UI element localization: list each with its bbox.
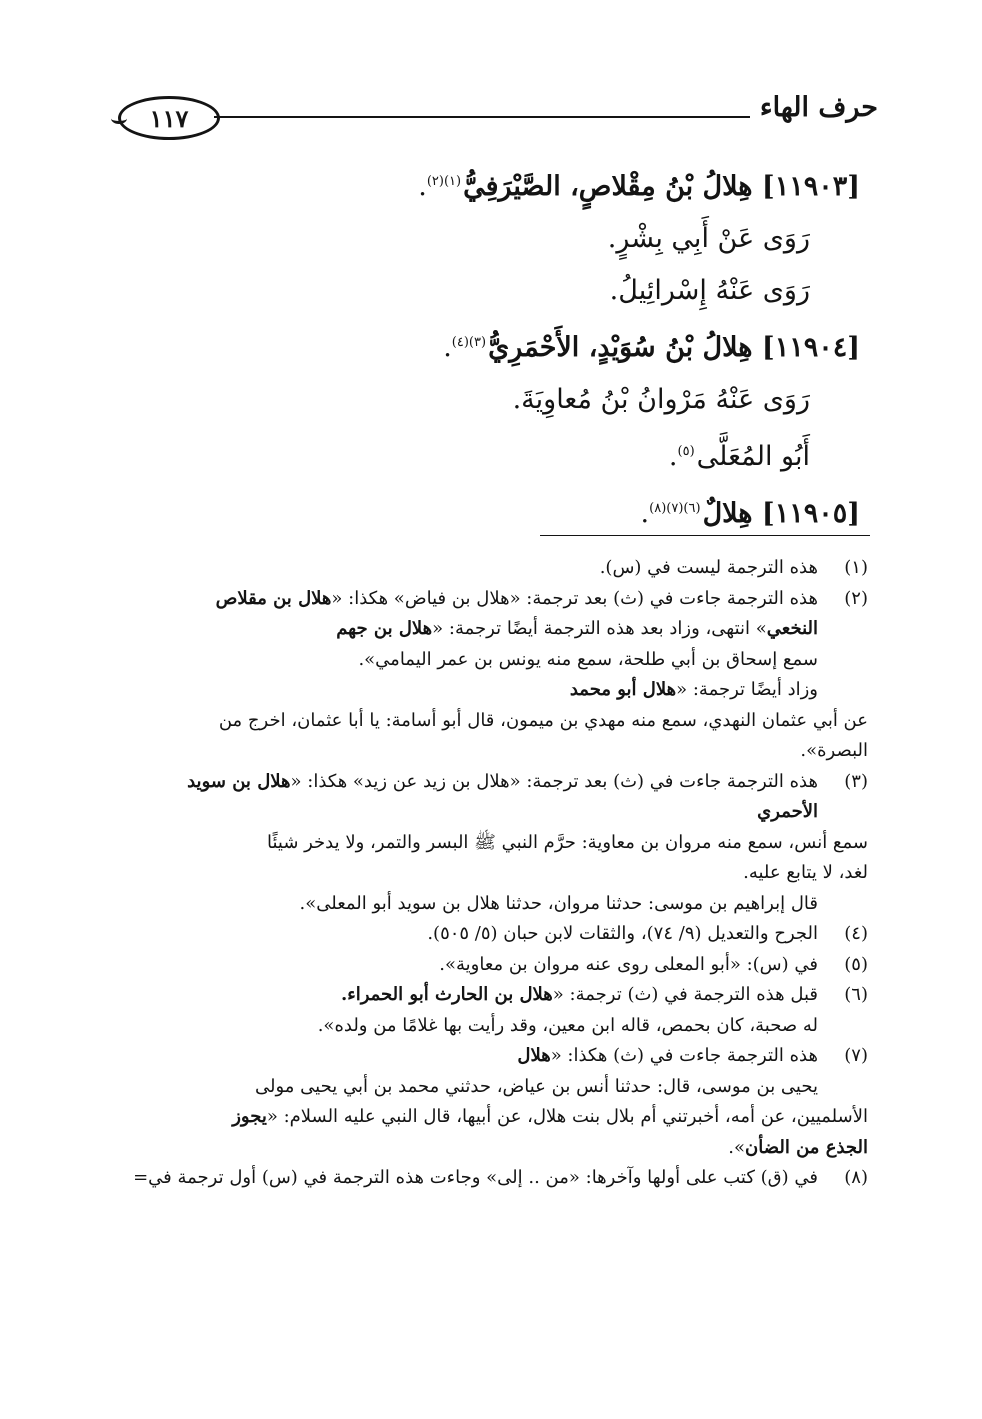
footnote-ref[interactable]: (٥) (677, 444, 695, 459)
footnote-text: في (س): «أبو المعلى روى عنه مروان بن معاوية». (439, 953, 818, 975)
footnote-continuation: يحيى بن موسى، قال: حدثنا أنس بن عياض، حدثني محمد بن أبي يحيى مولى (255, 1075, 818, 1097)
entry-title: [١١٩٠٣] هِلالُ بْنُ مِقْلاصٍ، الصَّيْرَفِيُّ (463, 171, 860, 202)
footnote-text (120, 1041, 818, 1072)
footnote-text: في (ق) كتب على أولها وآخرها: «من .. إلى» وجاءت هذه الترجمة في (س) أول ترجمة في= (133, 1167, 818, 1188)
footnote-ref[interactable]: (٦)(٧)(٨) (649, 501, 701, 516)
footnote-6 (120, 980, 868, 1041)
line-end: . (668, 441, 678, 472)
page-number: ١١٧ (118, 96, 220, 140)
entry-end: . (443, 332, 452, 363)
footnote-text: الجرح والتعديل (٩/ ٧٤)، والثقات لابن حبان (٥/ ٥٠٥). (427, 923, 818, 944)
footnote-5 (120, 950, 868, 981)
footnote-continuation: البصرة». (800, 740, 868, 761)
header-rule (214, 116, 750, 118)
entry-11903-heading (120, 156, 860, 213)
text-run: » انتهى، وزاد بعد هذه الترجمة أيضًا ترجمة: « (432, 618, 767, 639)
text-run: هذه الترجمة جاءت في (ث) بعد ترجمة: «هلال بن زيد عن زيد» هكذا: « (290, 770, 818, 792)
text-run: وزاد أيضًا ترجمة: « (676, 679, 818, 700)
bold-name: هلال (517, 1045, 551, 1066)
footnote-continuation: سمع إسحاق بن أبي طلحة، سمع منه يونس بن عمر اليمامي». (358, 648, 818, 670)
text-run: الأسلميين، عن أمه، أخبرتني أم بلال بنت هلال، عن أبيها، قال النبي عليه السلام: « (266, 1106, 868, 1127)
footnote-text (120, 584, 818, 615)
text-run: قبل هذه الترجمة في (ث) ترجمة: « (552, 984, 818, 1005)
footnote-continuation (120, 1102, 868, 1133)
narration-line: رَوَى عَنْهُ مَرْوانُ بْنُ مُعاوِيَةَ. (512, 384, 810, 415)
footnote-separator (540, 535, 870, 536)
bold-name: النخعي (766, 618, 818, 639)
footnote-continuation: قال إبراهيم بن موسى: حدثنا مروان، حدثنا هلال بن سويد أبو المعلى». (299, 892, 818, 914)
footnote-1 (120, 553, 868, 584)
footnote-4 (120, 919, 868, 950)
footnote-ref[interactable]: (١)(٢) (426, 174, 462, 189)
kunya-line (120, 426, 860, 483)
footnote-ref[interactable]: (٣)(٤) (451, 335, 487, 350)
footnote-text (120, 980, 818, 1011)
footnote-text: هذه الترجمة ليست في (س). (599, 557, 818, 578)
bold-name: هلال بن الحارث أبو الحمراء. (340, 984, 553, 1005)
entry-end: . (640, 498, 650, 529)
footnote-number: (٦) (844, 984, 868, 1005)
footnote-continuation (120, 675, 868, 706)
footnote-text (120, 614, 818, 645)
text-run: هذه الترجمة جاءت في (ث) بعد ترجمة: «هلال بن فياض» هكذا: « (331, 587, 818, 609)
footnote-number: (٥) (844, 953, 868, 975)
footnote-number: (٨) (844, 1167, 868, 1188)
entry-end: . (418, 171, 427, 202)
footnote-number: (٣) (844, 770, 868, 792)
footnote-8 (120, 1163, 868, 1194)
bold-name: هلال بن جهم (336, 618, 433, 639)
footnote-3 (120, 767, 868, 828)
bold-name: هلال بن مقلاص (215, 587, 332, 609)
footnote-2 (120, 584, 868, 645)
bold-name: هلال بن سويد (187, 770, 291, 792)
page-header (118, 92, 878, 142)
footnote-text (120, 767, 818, 798)
footnote-text: له صحبة، كان بحمص، قاله ابن معين، وقد رأيت بها غلامًا من ولده». (317, 1014, 818, 1036)
narration-line: رَوَى عَنْ أَبِي بِشْرٍ. (607, 223, 810, 254)
footnote-number: (٢) (844, 587, 868, 609)
footnote-number: (٤) (844, 923, 868, 944)
chapter-title: حرف الهاء (759, 92, 878, 123)
entry-11904-heading (120, 317, 860, 374)
footnote-continuation: عن أبي عثمان النهدي، سمع منه مهدي بن ميمون، قال أبو أسامة: يا أبا عثمان، اخرج من (218, 709, 868, 731)
narration-line: رَوَى عَنْهُ إِسْرائِيلُ. (609, 275, 810, 306)
text-run: ». (728, 1136, 746, 1158)
footnote-7 (120, 1041, 868, 1072)
kunya-text: أَبُو المُعَلَّى (696, 441, 810, 472)
footnote-continuation: سمع أنس، سمع منه مروان بن معاوية: حرَّم النبي ﷺ البسر والتمر، ولا يدخر شيئًا (266, 831, 868, 853)
bold-name: هلال أبو محمد (569, 679, 677, 700)
footnote-number: (١) (844, 557, 868, 578)
entry-title: [١١٩٠٤] هِلالُ بْنُ سُوَيْدٍ، الأَحْمَرِيُّ (488, 332, 860, 363)
footnote-continuation: لغد، لا يتابع عليه. (743, 862, 868, 883)
bold-name: يجوز (232, 1106, 267, 1127)
footnote-number: (٧) (844, 1045, 868, 1066)
bold-name: الجذع من الضأن (745, 1136, 868, 1158)
text-run: هذه الترجمة جاءت في (ث) هكذا: « (550, 1045, 818, 1066)
main-text (120, 156, 860, 540)
entry-title: [١١٩٠٥] هِلالٌ (702, 498, 860, 529)
entry-11905-heading (120, 483, 860, 540)
footnote-continuation (120, 1133, 868, 1164)
footnotes (120, 553, 868, 1194)
footnote-text: الأحمري (757, 801, 818, 822)
